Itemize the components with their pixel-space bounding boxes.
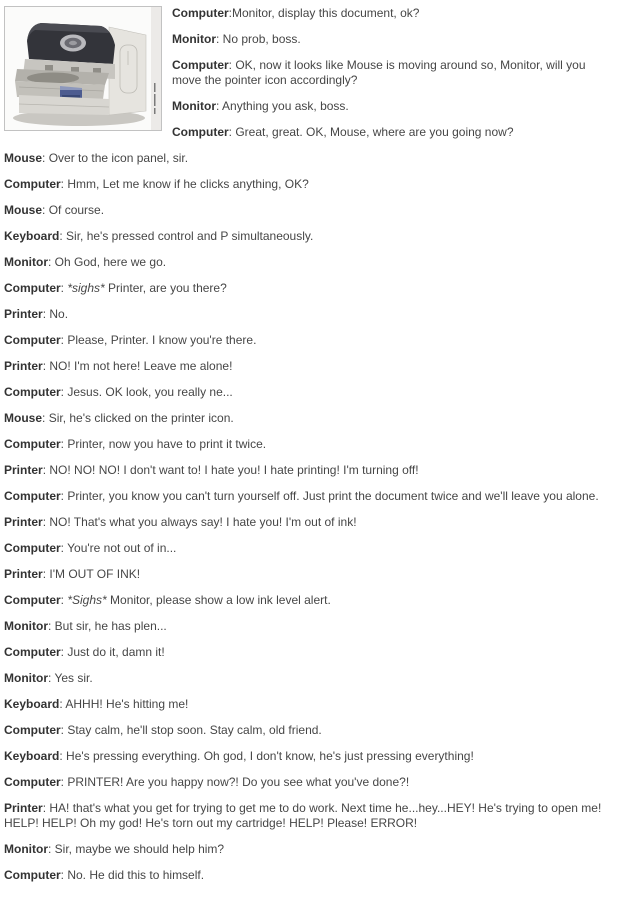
speaker-separator: : bbox=[42, 151, 49, 165]
line-text: No prob, boss. bbox=[222, 32, 301, 46]
speaker-separator: : bbox=[59, 229, 67, 243]
line-text: Oh God, here we go. bbox=[54, 255, 167, 269]
speaker-separator: : bbox=[60, 385, 68, 399]
dialogue-line bbox=[4, 541, 617, 556]
dialogue-line bbox=[4, 255, 617, 270]
line-text: HA! that's what you get for trying to get me to do work. Next time he...hey...HEY! He's trying to open me! HELP! HELP! Oh my god! He's torn out my cartridge! HELP! Please! ERROR! bbox=[4, 801, 602, 830]
line-text: Anything you ask, boss. bbox=[222, 99, 349, 113]
dialogue-line bbox=[4, 437, 617, 452]
speaker-name: Computer bbox=[4, 593, 61, 607]
speaker-separator: : bbox=[60, 177, 68, 191]
speaker-name: Computer bbox=[4, 281, 61, 295]
speaker-name: Monitor bbox=[4, 255, 48, 269]
speaker-separator: : bbox=[48, 842, 55, 856]
speaker-separator: : bbox=[42, 411, 49, 425]
dialogue-line bbox=[4, 359, 617, 374]
speaker-name: Mouse bbox=[4, 151, 43, 165]
speaker-name: Printer bbox=[4, 359, 43, 373]
line-text: PRINTER! Are you happy now?! Do you see what you've done?! bbox=[67, 775, 410, 789]
speaker-name: Printer bbox=[4, 801, 43, 815]
speaker-name: Computer bbox=[4, 489, 61, 503]
speaker-name: Mouse bbox=[4, 203, 43, 217]
dialogue-line bbox=[4, 868, 617, 883]
speaker-separator: : bbox=[42, 203, 49, 217]
speaker-name: Mouse bbox=[4, 411, 43, 425]
line-text: Jesus. OK look, you really ne... bbox=[67, 385, 233, 399]
speaker-separator: : bbox=[216, 99, 223, 113]
dialogue-line bbox=[4, 801, 617, 831]
printer-illustration bbox=[5, 7, 161, 130]
speaker-name: Printer bbox=[4, 515, 43, 529]
speaker-separator: : bbox=[60, 437, 68, 451]
dialogue-line bbox=[4, 411, 617, 426]
speaker-separator: : bbox=[60, 593, 68, 607]
speaker-separator: : bbox=[228, 58, 236, 72]
speaker-name: Computer bbox=[4, 868, 61, 882]
speaker-separator: : bbox=[60, 333, 68, 347]
speaker-name: Monitor bbox=[4, 671, 48, 685]
dialogue-line bbox=[4, 697, 617, 712]
speaker-separator: : bbox=[60, 645, 68, 659]
speaker-separator: : bbox=[42, 801, 50, 815]
line-text: Hmm, Let me know if he clicks anything, OK? bbox=[67, 177, 309, 191]
line-text: Printer, are you there? bbox=[104, 281, 227, 295]
dialogue-line bbox=[4, 515, 617, 530]
dialogue-line bbox=[4, 619, 617, 634]
speaker-name: Computer bbox=[172, 125, 229, 139]
speaker-separator: : bbox=[48, 671, 55, 685]
line-text: Monitor, display this document, ok? bbox=[232, 6, 420, 20]
speaker-name: Monitor bbox=[172, 99, 216, 113]
line-text: Printer, you know you can't turn yourself off. Just print the document twice and we'll leave you alone. bbox=[67, 489, 599, 503]
dialogue-line bbox=[4, 749, 617, 764]
speaker-name: Printer bbox=[4, 463, 43, 477]
dialogue-line bbox=[4, 229, 617, 244]
dialogue-line bbox=[4, 333, 617, 348]
speaker-name: Computer bbox=[172, 58, 229, 72]
speaker-separator: : bbox=[228, 6, 233, 20]
dialogue-line bbox=[4, 281, 617, 296]
dialogue-line bbox=[4, 593, 617, 608]
speaker-separator: : bbox=[42, 567, 50, 581]
dialogue-line bbox=[4, 307, 617, 322]
line-text: Monitor, please show a low ink level alert. bbox=[106, 593, 331, 607]
dialogue-line bbox=[4, 645, 617, 660]
speaker-name: Computer bbox=[4, 645, 61, 659]
line-text: No. He did this to himself. bbox=[67, 868, 205, 882]
line-text: OK, now it looks like Mouse is moving around so, Monitor, will you move the pointer icon accordingly? bbox=[172, 58, 586, 87]
speaker-separator: : bbox=[60, 775, 68, 789]
speaker-name: Computer bbox=[4, 333, 61, 347]
line-text: He's pressing everything. Oh god, I don't know, he's just pressing everything! bbox=[66, 749, 474, 763]
dialogue-line bbox=[4, 151, 617, 166]
speaker-name: Computer bbox=[4, 723, 61, 737]
speaker-separator: : bbox=[42, 463, 50, 477]
speaker-separator: : bbox=[216, 32, 223, 46]
speaker-name: Keyboard bbox=[4, 697, 60, 711]
line-text: Sir, he's clicked on the printer icon. bbox=[48, 411, 234, 425]
speaker-separator: : bbox=[60, 723, 68, 737]
dialogue-line bbox=[4, 723, 617, 738]
line-text: NO! That's what you always say! I hate you! I'm out of ink! bbox=[49, 515, 357, 529]
line-text: Yes sir. bbox=[54, 671, 93, 685]
dialogue-line bbox=[4, 385, 617, 400]
speaker-separator: : bbox=[42, 515, 50, 529]
line-text: No. bbox=[49, 307, 69, 321]
line-text: But sir, he has plen... bbox=[54, 619, 167, 633]
speaker-name: Computer bbox=[172, 6, 229, 20]
dialogue-line bbox=[4, 489, 617, 504]
line-text: Printer, now you have to print it twice. bbox=[67, 437, 267, 451]
speaker-name: Monitor bbox=[4, 619, 48, 633]
dialogue-line bbox=[4, 567, 617, 582]
dialogue-line bbox=[4, 775, 617, 790]
dialogue-line bbox=[4, 671, 617, 686]
line-text: Please, Printer. I know you're there. bbox=[67, 333, 257, 347]
speaker-name: Computer bbox=[4, 177, 61, 191]
stage-direction: *sighs* bbox=[67, 281, 105, 295]
speaker-separator: : bbox=[60, 281, 68, 295]
speaker-separator: : bbox=[42, 359, 50, 373]
speaker-name: Computer bbox=[4, 385, 61, 399]
speaker-name: Computer bbox=[4, 437, 61, 451]
dialogue-line bbox=[4, 842, 617, 857]
line-text: Sir, he's pressed control and P simultaneously. bbox=[66, 229, 314, 243]
line-text: Great, great. OK, Mouse, where are you going now? bbox=[235, 125, 514, 139]
speaker-separator: : bbox=[60, 489, 68, 503]
speaker-separator: : bbox=[59, 697, 66, 711]
dialogue-list bbox=[4, 6, 617, 883]
speaker-separator: : bbox=[48, 619, 55, 633]
dialogue-line bbox=[4, 203, 617, 218]
speaker-name: Keyboard bbox=[4, 749, 60, 763]
stage-direction: *Sighs* bbox=[67, 593, 107, 607]
speaker-name: Computer bbox=[4, 541, 61, 555]
line-text: I'M OUT OF INK! bbox=[49, 567, 141, 581]
line-text: Sir, maybe we should help him? bbox=[54, 842, 225, 856]
speaker-name: Monitor bbox=[4, 842, 48, 856]
line-text: Of course. bbox=[48, 203, 105, 217]
speaker-separator: : bbox=[60, 868, 68, 882]
speaker-name: Keyboard bbox=[4, 229, 60, 243]
speaker-name: Computer bbox=[4, 775, 61, 789]
speaker-name: Printer bbox=[4, 567, 43, 581]
speaker-separator: : bbox=[228, 125, 236, 139]
speaker-separator: : bbox=[59, 749, 67, 763]
line-text: NO! NO! NO! I don't want to! I hate you! I hate printing! I'm turning off! bbox=[49, 463, 419, 477]
line-text: Over to the icon panel, sir. bbox=[48, 151, 189, 165]
line-text: AHHH! He's hitting me! bbox=[65, 697, 189, 711]
speaker-separator: : bbox=[42, 307, 50, 321]
speaker-name: Printer bbox=[4, 307, 43, 321]
line-text: Stay calm, he'll stop soon. Stay calm, old friend. bbox=[67, 723, 322, 737]
line-text: Just do it, damn it! bbox=[67, 645, 165, 659]
speaker-name: Monitor bbox=[172, 32, 216, 46]
dialogue-line bbox=[4, 463, 617, 478]
dialogue-line bbox=[4, 177, 617, 192]
speaker-separator: : bbox=[60, 541, 68, 555]
line-text: NO! I'm not here! Leave me alone! bbox=[49, 359, 233, 373]
printer-photo bbox=[4, 6, 162, 131]
line-text: You're not out of in... bbox=[67, 541, 177, 555]
speaker-separator: : bbox=[48, 255, 55, 269]
